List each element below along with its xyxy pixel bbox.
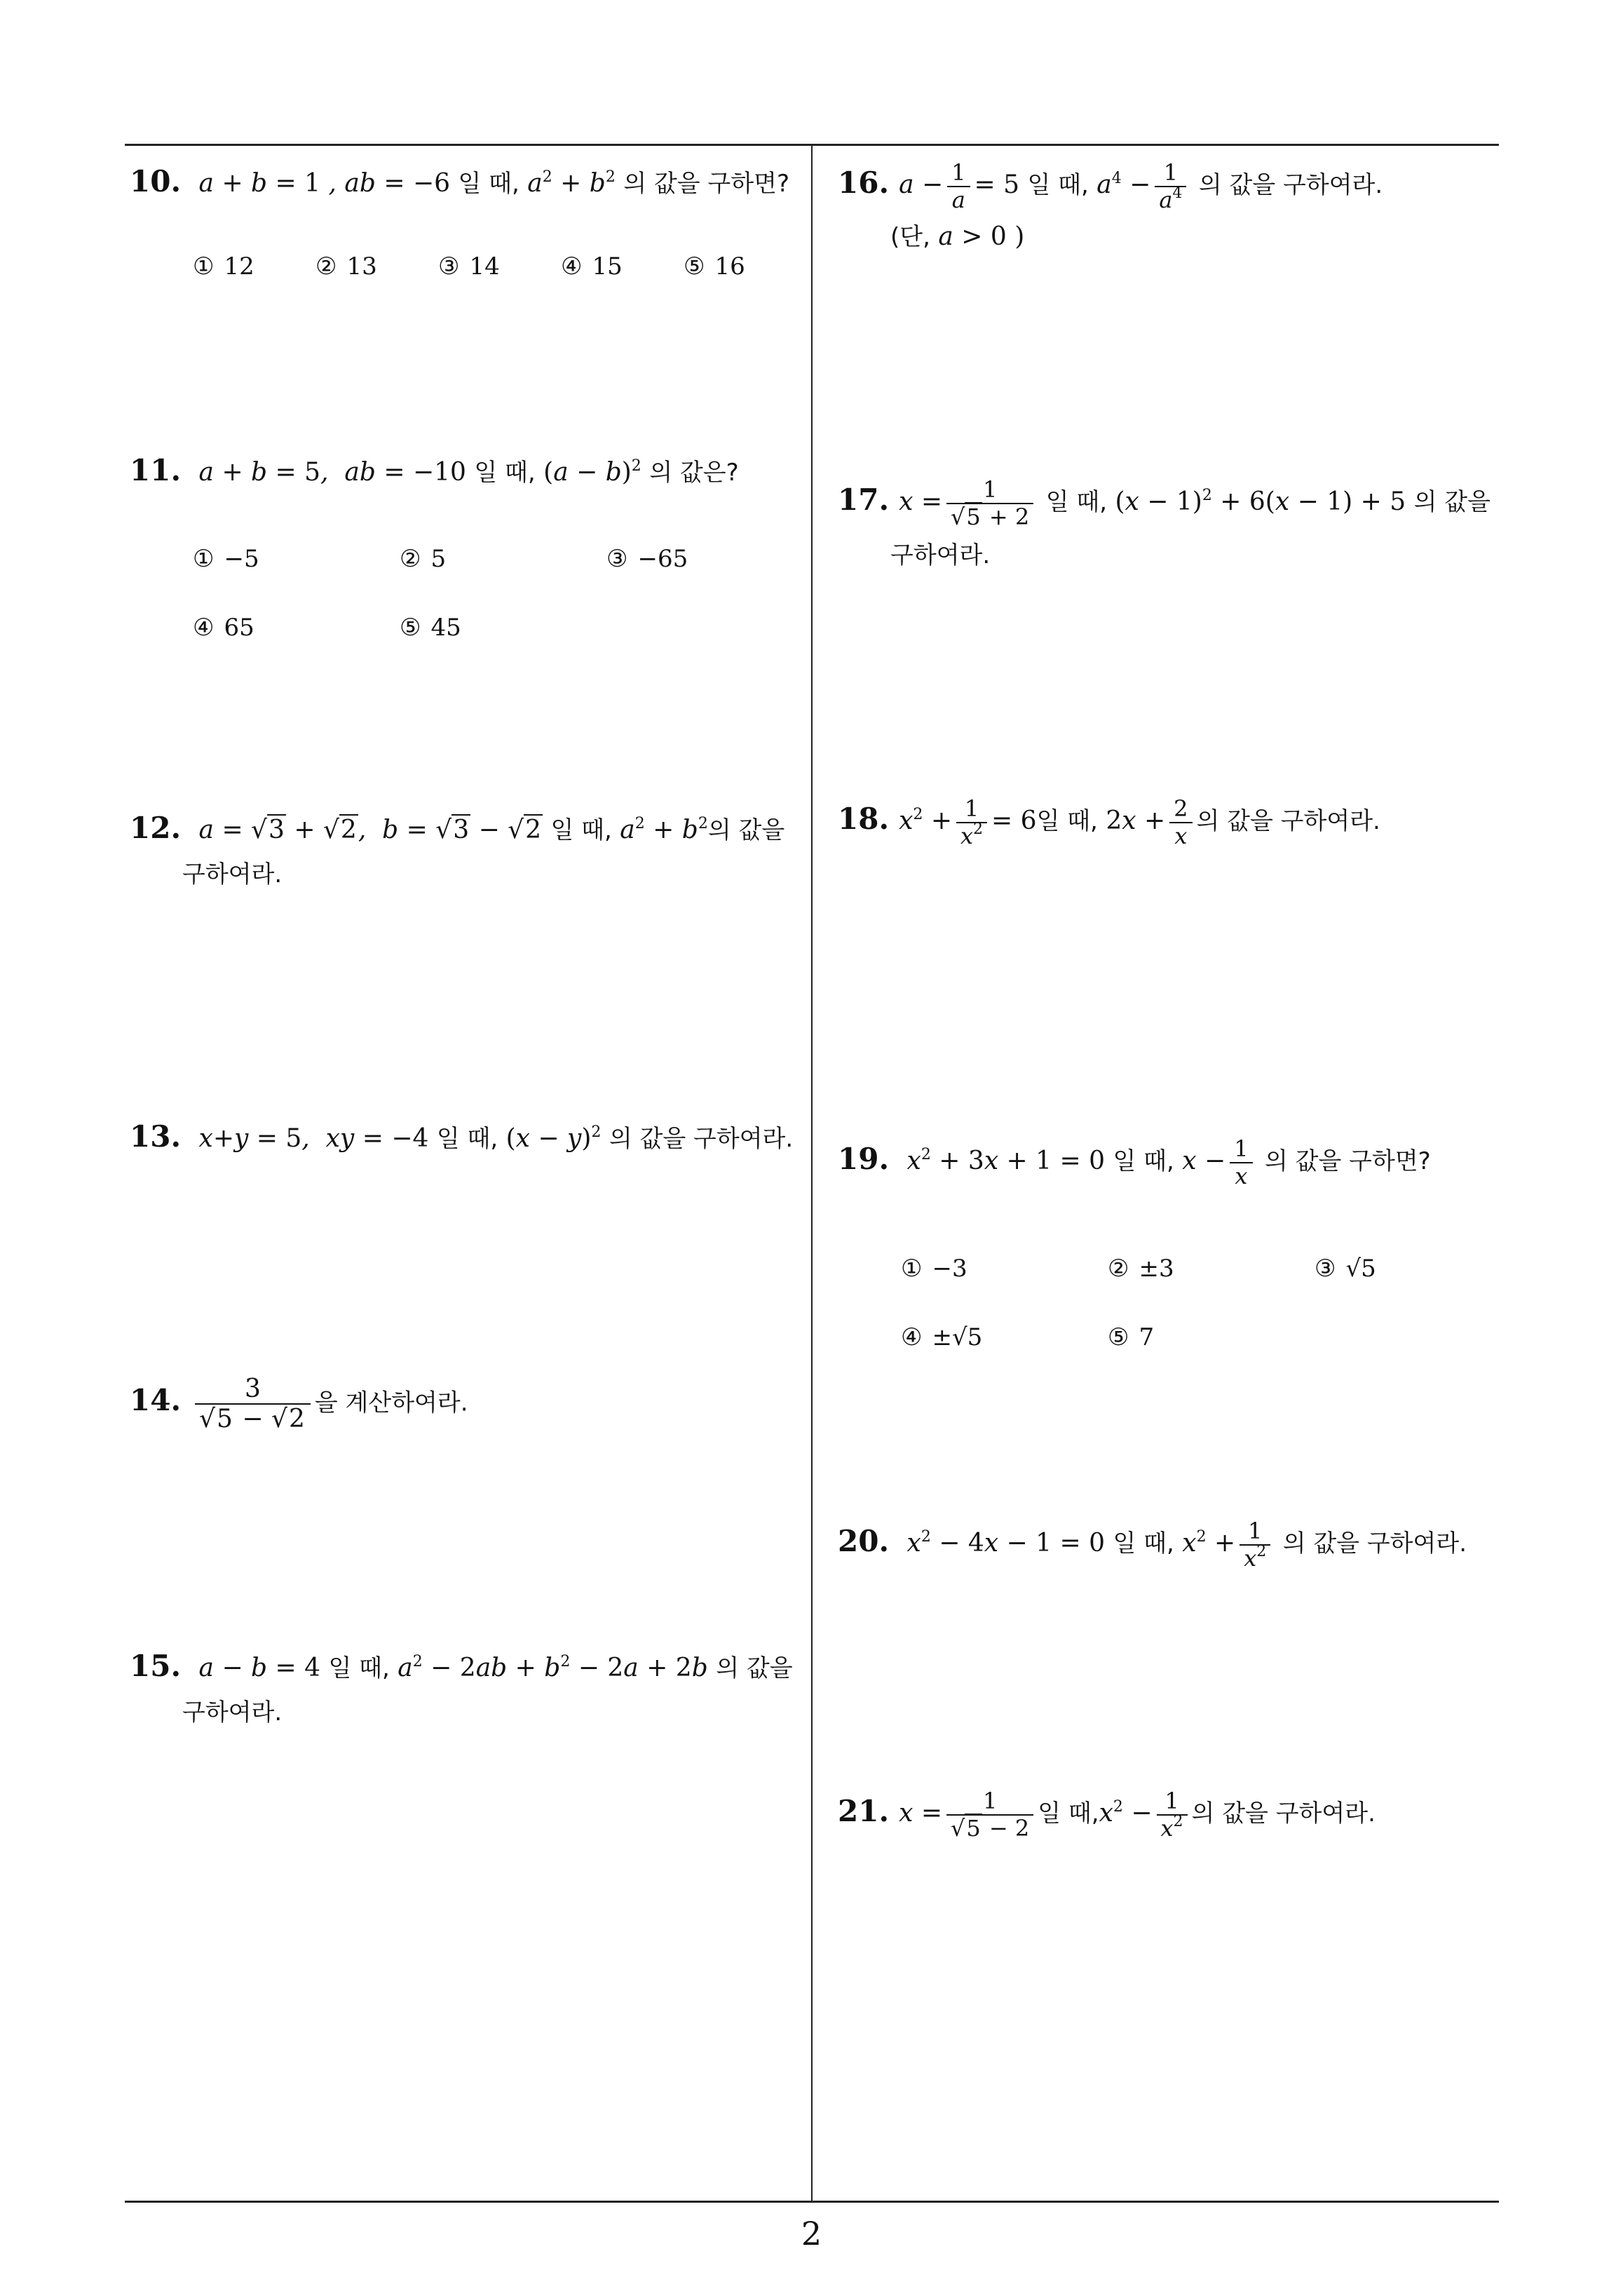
problem-number: 17. [838,482,890,517]
stem-text: 일 때, [550,816,612,844]
choice-value: 45 [430,614,461,642]
problem-number: 19. [838,1141,890,1176]
choice-mark: ① [193,545,215,573]
choice-5[interactable] [400,616,461,640]
math-expression: $x^2$ − $\frac{1}{x^2}$ [1099,1799,1192,1828]
choice-value: ±3 [1139,1255,1174,1283]
stem-text: 일 때, [1036,806,1098,835]
page-number: 2 [801,2215,822,2253]
continuation-text: 구하여라. [182,860,283,889]
choice-mark: ② [1108,1255,1129,1283]
stem-text: 의 값을 [716,1654,793,1682]
problem-number: 14. [130,1383,182,1418]
choice-5[interactable] [684,252,745,281]
stem-text: 의 값을 구하여라. [1191,1799,1376,1828]
choice-value: ±√5 [932,1323,983,1351]
stem-text: 일 때, [436,1125,498,1153]
stem-text: 일 때, [1045,487,1108,516]
stem-text: 의 값을 [1413,487,1490,516]
condition-prefix: (단, [890,223,930,251]
problem-11 [130,453,796,666]
choice-3[interactable] [438,252,500,281]
choice-mark: ⑤ [1108,1323,1129,1351]
choice-4[interactable] [901,1325,982,1349]
math-expression: a − $\frac{1}{a}$ = 5 [899,159,1020,213]
stem-text: 의 값을 구하여라. [1282,1529,1467,1558]
choice-1[interactable] [193,547,259,571]
problem-number: 11. [130,453,182,487]
problem-number: 10. [130,164,182,198]
stem-text: 일 때, [1113,1147,1174,1175]
math-expression: $x^2$ + $\frac{1}{x^2}$ = 6 [899,795,1037,849]
problem-number: 13. [130,1119,182,1154]
stem-text: 의 값을 [707,816,785,844]
choice-4[interactable] [193,616,254,640]
choice-value: 14 [469,252,500,281]
math-expression: a + b = 1 , ab = −6 [198,169,451,198]
choice-4[interactable] [561,252,623,281]
continuation-text: 구하여라. [182,1699,283,1727]
problem-10 [130,164,796,307]
math-expression: a + b = 5, ab = −10 [198,458,466,487]
math-expression: a − b = 4 [198,1654,321,1682]
problem-21 [838,1788,1497,1872]
choice-1[interactable] [901,1257,967,1281]
problem-number: 21. [838,1793,890,1828]
problem-19 [838,1136,1497,1368]
problem-number: 20. [838,1523,890,1558]
math-expression: x − $\frac{1}{x}$ [1182,1147,1256,1175]
choice-2[interactable] [400,547,446,571]
math-expression: $a^2 - 2ab + b^2 - 2a + 2b$ [398,1653,708,1682]
choice-mark: ⑤ [400,614,421,642]
problem-13 [130,1119,803,1164]
choice-5[interactable] [1108,1325,1154,1349]
math-expression: x+y = 5, xy = −4 [198,1124,429,1153]
choice-mark: ① [193,252,215,281]
stem-text: 의 값은? [649,459,739,487]
choice-mark: ⑤ [684,252,705,281]
math-expression: x = $\frac{1}{√5 - 2}$ [899,1799,1038,1828]
choice-value: 5 [430,545,447,573]
stem-text: 일 때, [328,1654,390,1682]
choice-value: 65 [224,614,254,642]
choice-mark: ③ [606,545,628,573]
column-divider [811,144,813,2202]
problem-14 [130,1375,803,1459]
stem-text: 을 계산하여라. [314,1389,468,1417]
choice-value: 16 [714,252,745,281]
math-expression: $x^2$ + $\frac{1}{x^2}$ [1182,1529,1275,1558]
choice-value: −5 [224,545,259,573]
choice-mark: ② [315,252,337,281]
problem-number: 16. [838,165,890,200]
choice-3[interactable] [606,547,688,571]
math-expression: $x^2 - 4x - 1 = 0$ [906,1527,1106,1558]
stem-text: 의 값을 구하여라. [1198,170,1383,199]
stem-text: 일 때, [458,170,520,198]
stem-text: 일 때, [474,459,536,487]
problem-number: 15. [130,1649,182,1683]
continuation-text: 구하여라. [890,541,991,569]
choice-mark: ④ [561,252,583,281]
stem-text: 의 값을 구하면? [623,170,789,198]
math-expression: $x^2 + 3x + 1 = 0$ [906,1145,1106,1175]
math-expression: a > 0 [938,222,1007,251]
condition-suffix: ) [1014,222,1025,251]
bottom-rule [125,2201,1499,2203]
math-expression: 2x + $\frac{2}{x}$ [1106,806,1196,835]
choice-mark: ④ [193,614,215,642]
stem-text: 일 때, [1038,1799,1099,1828]
choice-value: −3 [932,1255,967,1283]
choice-2[interactable] [315,252,377,281]
choice-mark: ③ [1315,1255,1336,1283]
choice-value: 12 [224,252,254,281]
stem-text: 일 때, [1113,1529,1174,1558]
stem-text: 의 값을 구하여라. [1196,806,1380,835]
problem-number: 12. [130,811,182,845]
math-expression: $(x - 1)^2 + 6(x - 1) + 5$ [1115,486,1406,516]
choice-value: 13 [346,252,377,281]
math-expression: a = √3 + √2, b = √3 − √2 [198,816,542,844]
choice-value: 7 [1139,1323,1155,1351]
problem-17 [838,477,1511,582]
math-expression: $a^2 + b^2$ [527,168,616,198]
choice-2[interactable] [1108,1257,1174,1281]
problem-12 [130,813,803,912]
choice-mark: ② [400,545,421,573]
choice-mark: ④ [901,1323,923,1351]
stem-text: 일 때, [1027,170,1089,199]
choice-value: −65 [637,545,688,573]
problem-20 [838,1518,1497,1595]
math-expression: $a^4$ − $\frac{1}{a^4}$ [1096,170,1190,199]
math-expression: $a^2 + b^2$ [620,815,708,844]
choice-3[interactable] [1315,1257,1376,1281]
problem-15 [130,1649,803,1750]
choice-value: √5 [1345,1255,1376,1283]
problem-16 [838,160,1497,272]
choice-mark: ③ [438,252,460,281]
problem-18 [838,796,1497,873]
problem-number: 18. [838,801,890,836]
choice-value: 15 [592,252,623,281]
math-expression: $(a - b)^2$ [543,457,641,487]
condition-text [890,224,1024,250]
math-expression: $(x - y)^2$ [505,1123,602,1153]
choice-1[interactable] [193,252,254,281]
stem-text: 의 값을 구하면? [1265,1147,1431,1175]
math-expression: x = $\frac{1}{√5 + 2}$ [899,487,1038,516]
stem-text: 의 값을 구하여라. [609,1125,794,1153]
fraction: $\frac{3}{√5 - √2}$ [195,1375,311,1434]
choice-mark: ① [901,1255,923,1283]
